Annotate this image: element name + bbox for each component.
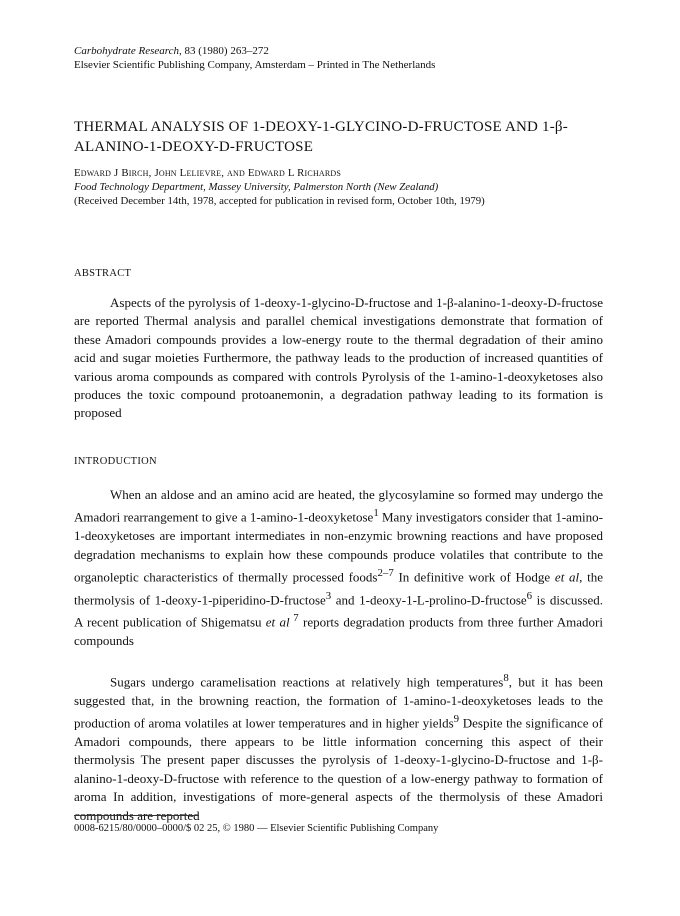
- text-run: and 1-deoxy-1-L-prolino-D-fructose: [331, 592, 527, 608]
- journal-name: Carbohydrate Research,: [74, 45, 182, 57]
- title-line-1: THERMAL ANALYSIS OF 1-DEOXY-1-GLYCINO-D-FRUCTOSE AND 1-β-: [74, 119, 568, 135]
- text-run: When an aldose and an amino acid are heated, the glycosylamine so formed may undergo the Amadori rearrangement to give a 1-amino-1-deoxyketose: [74, 487, 603, 525]
- text-run: , but it has been suggested that, in the browning reaction, the formation of 1-amino-1-deoxyketoses leads to the production of aroma volatiles at lower temperatures and in higher yields: [74, 674, 603, 731]
- citation-ref: 1: [373, 507, 379, 520]
- text-run: reports degradation products from three further Amadori compounds: [74, 614, 603, 649]
- et-al: et al: [554, 569, 580, 585]
- introduction-paragraph-1: [74, 486, 603, 651]
- publisher-line: Elsevier Scientific Publishing Company, Amsterdam – Printed in The Netherlands: [74, 59, 436, 71]
- author-names: Edward J Birch, John Lelievre, and Edward L Richards: [74, 167, 342, 179]
- citation-ref: 9: [453, 713, 460, 726]
- received-dates: (Received December 14th, 1978, accepted for publication in revised form, October 10th, 1979): [74, 195, 485, 207]
- title-line-2: ALANINO-1-DEOXY-D-FRUCTOSE: [74, 139, 314, 155]
- text-run: is discussed. A recent publication of Shigematsu: [74, 592, 604, 630]
- author-affiliation: Food Technology Department, Massey University, Palmerston North (New Zealand): [74, 181, 439, 193]
- journal-header: [74, 44, 634, 72]
- journal-citation: 83 (1980) 263–272: [181, 45, 269, 57]
- abstract-paragraph: Aspects of the pyrolysis of 1-deoxy-1-glycino-D-fructose and 1-β-alanino-1-deoxy-D-fructose are reported Thermal analysis and parallel chemical investigations demonstrate that formation of these Amadori compounds provides a low-energy route to the thermal degradation of their amino acid and sugar moieties Furthermore, the pathway leads to the production of increased quantities of various aroma compounds as compared with controls Pyrolysis of the 1-amino-1-deoxyketoses also produces the toxic compound protoanemonin, a degradation pathway leading to its formation is proposed: [74, 295, 603, 421]
- text-run: In definitive work of Hodge: [393, 569, 555, 585]
- footer-divider: [74, 815, 199, 816]
- paper-title: [74, 117, 634, 157]
- citation-ref: 8: [503, 672, 509, 684]
- text-run: , the thermolysis of 1-deoxy-1-piperidino-D-fructose: [74, 569, 603, 608]
- abstract-heading: ABSTRACT: [74, 268, 132, 279]
- et-al: et al: [265, 614, 290, 630]
- copyright-footer: 0008-6215/80/0000–0000/$ 02 25, © 1980 — Elsevier Scientific Publishing Company: [74, 823, 439, 834]
- introduction-paragraph-2: [74, 669, 603, 825]
- citation-ref: 2–7: [377, 566, 394, 579]
- introduction-heading: INTRODUCTION: [74, 456, 157, 467]
- citation-ref: 3: [325, 589, 332, 602]
- text-run: Sugars undergo caramelisation reactions at relatively high temperatures: [110, 674, 504, 690]
- text-run: Many investigators consider that 1-amino-1-deoxyketoses are important intermediates in non-enzymic browning reactions and have proposed degradation mechanisms to explain how these compounds produce volatiles that contribute to the organoleptic characteristics of thermally processed foods: [74, 509, 603, 585]
- author-block: [74, 166, 634, 208]
- citation-ref: 7: [289, 612, 299, 625]
- citation-ref: 6: [526, 589, 533, 602]
- journal-citation-line: [74, 44, 634, 58]
- text-run: Despite the significance of Amadori compounds, there appears to be little information concerning this aspect of their thermolysis The present paper discusses the pyrolysis of 1-deoxy-1-glycino-D-fructose and 1-β-alanino-1-deoxy-D-fructose with reference to the question of a low-energy pathway to formation of aroma In addition, investigations of more-general aspects of the thermolysis of these Amadori compounds are reported: [74, 715, 603, 823]
